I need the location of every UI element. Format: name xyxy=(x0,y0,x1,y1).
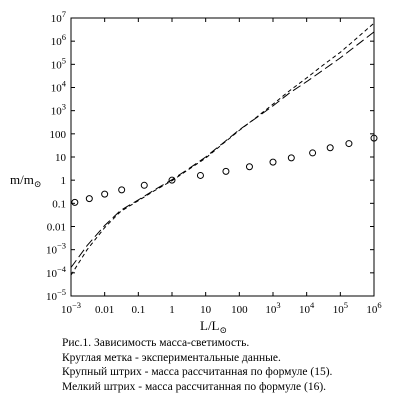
short-dash-line xyxy=(71,23,374,275)
data-point xyxy=(119,187,125,193)
data-point xyxy=(86,196,92,202)
x-tick-label: $10^5$ xyxy=(332,300,348,316)
x-tick-label: $10^{-3}$ xyxy=(60,300,82,316)
x-tick-label: $10^6$ xyxy=(366,300,382,316)
y-tick-label: 10 xyxy=(55,152,66,164)
data-point xyxy=(310,150,316,156)
y-axis-ticks xyxy=(46,9,374,303)
x-tick-label: 0.01 xyxy=(95,304,115,316)
y-tick-label: 100 xyxy=(49,128,66,141)
y-tick-label: $10^{-3}$ xyxy=(45,240,66,257)
x-tick-label: $10^3$ xyxy=(265,300,281,316)
data-point xyxy=(223,168,229,174)
x-tick-label: 1 xyxy=(169,304,175,316)
y-tick-label: 1 xyxy=(60,175,66,188)
data-point xyxy=(246,164,252,170)
caption-markers-legend: Круглая метка - экспериментальные данные. xyxy=(62,351,281,364)
data-point xyxy=(197,172,203,178)
plot-border xyxy=(71,18,374,296)
data-point xyxy=(346,141,352,147)
figure-caption xyxy=(62,336,407,394)
y-tick-label: $10^5$ xyxy=(50,55,66,72)
series-layer xyxy=(71,23,377,275)
data-point xyxy=(102,191,108,197)
y-tick-label: 0.01 xyxy=(46,221,66,234)
y-tick-label: $10^{-5}$ xyxy=(45,287,66,303)
data-point xyxy=(288,155,294,161)
data-point xyxy=(72,199,78,205)
y-tick-label: 0.1 xyxy=(52,198,66,211)
data-point xyxy=(270,159,276,165)
y-tick-label: $10^4$ xyxy=(50,78,66,95)
x-tick-label: $10^4$ xyxy=(299,300,315,316)
data-point xyxy=(141,182,147,188)
x-tick-label: 0.1 xyxy=(131,304,146,316)
x-tick-label: 100 xyxy=(231,304,248,316)
y-axis-title: $m/m_⊙$ xyxy=(10,172,42,189)
plot-frame xyxy=(71,18,374,296)
data-point xyxy=(327,145,333,151)
x-tick-label: 10 xyxy=(200,304,212,316)
y-tick-label: $10^6$ xyxy=(50,32,66,49)
y-tick-label: $10^3$ xyxy=(50,101,66,118)
x-axis-title: $L/L_⊙$ xyxy=(200,318,228,335)
y-tick-label: $10^7$ xyxy=(50,9,66,25)
caption-title: Рис.1. Зависимость масса-светимость. xyxy=(62,337,250,349)
caption-short-dash-legend: Мелкий штрих - масса рассчитанная по формуле (16). xyxy=(62,380,327,393)
experimental-data-markers xyxy=(72,135,377,205)
caption-long-dash-legend: Крупный штрих - масса рассчитанная по формуле (15). xyxy=(62,366,333,378)
x-axis-ticks xyxy=(61,18,382,316)
y-tick-label: $10^{-4}$ xyxy=(45,263,66,280)
